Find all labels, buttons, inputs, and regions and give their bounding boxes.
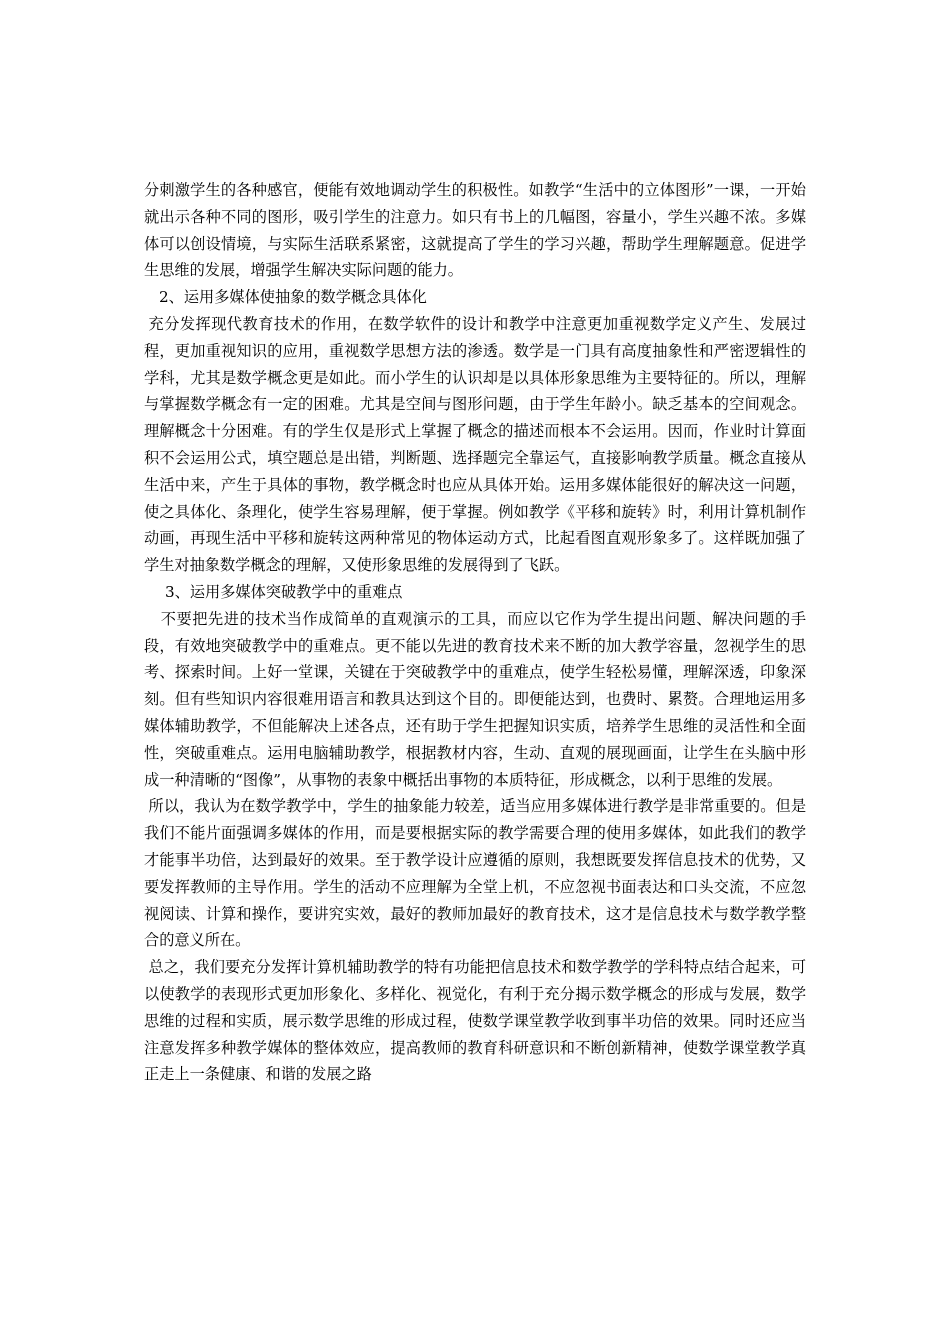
document-body [144,177,806,1088]
paragraph-conclusion-2: 总之，我们要充分发挥计算机辅助教学的特有功能把信息技术和数学教学的学科特点结合起来，可以使教学的表现形式更加形象化、多样化、视觉化，有利于充分揭示数学概念的形成与发展，数学思维的过程和实质，展示数学思维的形成过程，使数学课堂教学收到事半功倍的效果。同时还应当注意发挥多种教学媒体的整体效应，提高教师的教育科研意识和不断创新精神，使数学课堂教学真正走上一条健康、和谐的发展之路 [144,958,806,1084]
section-heading-3: 3、运用多媒体突破教学中的重难点 [165,582,403,601]
paragraph-section-3: 不要把先进的技术当作成简单的直观演示的工具，而应以它作为学生提出问题、解决问题的手段，有效地突破教学中的重难点。更不能以先进的教育技术来不断的加大教学容量，忽视学生的思考、探索时间。上好一堂课，关键在于突破教学中的重难点，使学生轻松易懂，理解深透，印象深刻。但有些知识内容很难用语言和教具达到这个目的。即便能达到，也费时、累赘。合理地运用多媒体辅助教学，不但能解决上述各点，还有助于学生把握知识实质，培养学生思维的灵活性和全面性，突破重难点。运用电脑辅助教学，根据教材内容，生动、直观的展现画面，让学生在头脑中形成一种清晰的“图像”，从事物的表象中概括出事物的本质特征，形成概念，以利于思维的发展。 [144,609,806,789]
paragraph-intro-continued: 分刺激学生的各种感官，便能有效地调动学生的积极性。如教学“生活中的立体图形”一课，一开始就出示各种不同的图形，吸引学生的注意力。如只有书上的几幅图，容量小，学生兴趣不浓。多媒体可以创设情境，与实际生活联系紧密，这就提高了学生的学习兴趣，帮助学生理解题意。促进学生思维的发展，增强学生解决实际问题的能力。 [144,181,806,280]
paragraph-conclusion-1: 所以，我认为在数学教学中，学生的抽象能力较差，适当应用多媒体进行教学是非常重要的。但是我们不能片面强调多媒体的作用，而是要根据实际的教学需要合理的使用多媒体，如此我们的教学才能事半功倍，达到最好的效果。至于教学设计应遵循的原则，我想既要发挥信息技术的优势，又要发挥教师的主导作用。学生的活动不应理解为全堂上机，不应忽视书面表达和口头交流，不应忽视阅读、计算和操作，要讲究实效，最好的教师加最好的教育技术，这才是信息技术与数学教学整合的意义所在。 [144,797,806,950]
paragraph-section-2: 充分发挥现代教育技术的作用，在数学软件的设计和教学中注意更加重视数学定义产生、发展过程，更加重视知识的应用，重视数学思想方法的渗透。数学是一门具有高度抽象性和严密逻辑性的学科，尤其是数学概念更是如此。而小学生的认识却是以具体形象思维为主要特征的。所以，理解与掌握数学概念有一定的困难。尤其是空间与图形问题，由于学生年龄小。缺乏基本的空间观念。理解概念十分困难。有的学生仅是形式上掌握了概念的描述而根本不会运用。因而，作业时计算面积不会运用公式，填空题总是出错，判断题、选择题完全靠运气，直接影响教学质量。概念直接从生活中来，产生于具体的事物，教学概念时也应从具体开始。运用多媒体能很好的解决这一问题，使之具体化、条理化，使学生容易理解，便于掌握。例如教学《平移和旋转》时，利用计算机制作动画，再现生活中平移和旋转这两种常见的物体运动方式，比起看图直观形象多了。这样既加强了学生对抽象数学概念的理解，又使形象思维的发展得到了飞跃。 [144,314,806,575]
section-heading-2: 2、运用多媒体使抽象的数学概念具体化 [159,288,427,307]
